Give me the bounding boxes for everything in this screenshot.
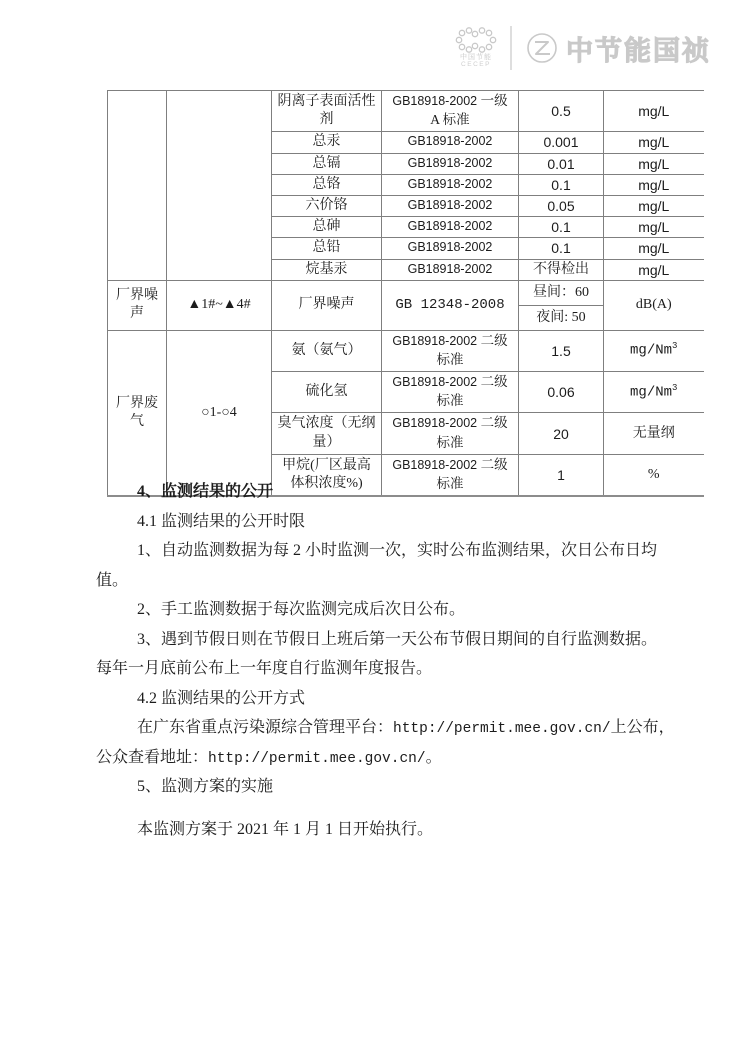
cell-standard xyxy=(382,195,519,216)
platform-text-post: 上公布， xyxy=(610,719,675,736)
standard-suffix: 二级标准 xyxy=(436,456,508,491)
cell-param: 总汞 xyxy=(272,132,382,153)
cell-param: 氨（氨气） xyxy=(272,330,382,371)
para-auto-monitoring-line2: 值。 xyxy=(96,571,129,589)
cell-standard xyxy=(382,132,519,153)
permit-url-link[interactable]: http://permit.mee.gov.cn/ xyxy=(393,721,611,737)
cell-category-gas: 厂界废气 xyxy=(108,330,167,496)
guozhen-logo xyxy=(524,29,711,68)
cell-unit: dB(A) xyxy=(604,280,704,330)
cell-param: 甲烷(厂区最高体积浓度%) xyxy=(272,454,382,496)
cell-limit: 0.1 xyxy=(519,217,604,238)
cell-unit: mg/L xyxy=(604,132,704,153)
cell-standard xyxy=(382,91,519,132)
section-42-title: 4.2 监测结果的公开方式 xyxy=(137,689,306,707)
standard-code: GB18918-2002 xyxy=(407,155,493,170)
cell-points-gas: ○1-○4 xyxy=(167,330,272,496)
unit-base: mg/Nm xyxy=(630,384,673,401)
platform-text-pre: 在广东省重点污染源综合管理平台： xyxy=(137,719,394,736)
cell-standard xyxy=(382,413,519,454)
section-5-heading: 5、监测方案的实施 xyxy=(137,778,274,795)
table-row-noise xyxy=(108,280,704,305)
cell-limit: 0.1 xyxy=(519,238,604,259)
standard-code: GB18918-2002 xyxy=(407,261,493,276)
cell-param: 厂界噪声 xyxy=(272,280,382,330)
section-4-heading: 4、监测结果的公开 xyxy=(137,483,274,500)
cell-unit: 无量纲 xyxy=(604,413,704,454)
standard-suffix: 一级 A 标准 xyxy=(430,93,508,128)
standard-suffix: 二级标准 xyxy=(436,332,508,367)
public-view-text-pre: 公众查看地址： xyxy=(96,748,209,766)
cell-standard xyxy=(382,238,519,259)
cell-unit: mg/L xyxy=(604,91,704,132)
cell-unit: mg/L xyxy=(604,174,704,195)
para-auto-monitoring-line1: 1、自动监测数据为每 2 小时监测一次，实时公布监测结果，次日公布日均 xyxy=(137,542,658,559)
standard-code: GB18918-2002 xyxy=(407,197,493,212)
logo-divider xyxy=(510,26,512,70)
cell-limit-day: 昼间：60 xyxy=(519,280,604,305)
cell-unit: mg/L xyxy=(604,217,704,238)
para-holiday-line2: 每年一月底前公布上一年度自行监测年度报告。 xyxy=(96,660,433,677)
cell-standard xyxy=(382,372,519,413)
guozhen-circle-z-icon xyxy=(524,30,560,66)
cell-limit: 1 xyxy=(519,454,604,496)
cell-standard: GB 12348-2008 xyxy=(382,280,519,330)
standard-code: GB18918-2002 xyxy=(392,457,478,472)
cell-limit: 不得检出 xyxy=(519,259,604,280)
cecep-logo-cn-text: 中国节能 xyxy=(460,54,492,62)
standard-code: GB18918-2002 xyxy=(407,134,493,149)
cell-limit-night: 夜间: 50 xyxy=(519,305,604,330)
cell-limit: 20 xyxy=(519,413,604,454)
header-logo-bar xyxy=(454,26,711,70)
cell-param: 六价铬 xyxy=(272,195,382,216)
table-row xyxy=(108,91,704,132)
standard-code: GB18918-2002 xyxy=(407,219,493,234)
cell-category-noise: 厂界噪声 xyxy=(108,280,167,330)
standard-code: GB18918-2002 xyxy=(407,176,493,191)
document-body xyxy=(96,477,675,844)
cell-param: 臭气浓度（无纲量） xyxy=(272,413,382,454)
cell-limit: 0.01 xyxy=(519,153,604,174)
standard-code: GB18918-2002 xyxy=(392,333,478,348)
para-platform-line1 xyxy=(96,713,675,743)
para-implementation-date: 本监测方案于 2021 年 1 月 1 日开始执行。 xyxy=(137,820,434,838)
cell-points-empty xyxy=(167,91,272,281)
cell-standard xyxy=(382,259,519,280)
cecep-logo xyxy=(454,27,498,69)
para-holiday-line1: 3、遇到节假日则在节假日上班后第一天公布节假日期间的自行监测数据。 xyxy=(137,630,658,648)
unit-superscript: 3 xyxy=(672,341,678,352)
cell-limit: 1.5 xyxy=(519,330,604,371)
cell-points-noise: ▲1#~▲4# xyxy=(167,280,272,330)
standard-code: GB18918-2002 xyxy=(407,240,493,255)
cell-unit: % xyxy=(604,454,704,496)
cell-param: 总砷 xyxy=(272,217,382,238)
unit-superscript: 3 xyxy=(672,382,678,393)
guozhen-logo-text: 中节能国祯 xyxy=(566,35,711,66)
standard-suffix: 二级标准 xyxy=(436,374,508,409)
cell-category-empty xyxy=(108,91,167,281)
cecep-logo-en-text: CECEP xyxy=(461,61,491,69)
cell-unit xyxy=(604,372,704,413)
standard-code: GB18918-2002 xyxy=(392,375,478,390)
cell-limit: 0.05 xyxy=(519,195,604,216)
cell-param: 总镉 xyxy=(272,153,382,174)
standard-code: GB18918-2002 xyxy=(392,416,478,431)
cell-limit: 0.1 xyxy=(519,174,604,195)
standard-suffix: 二级标准 xyxy=(436,415,508,450)
cell-unit xyxy=(604,330,704,371)
cecep-dots-logo-icon xyxy=(454,27,498,53)
standard-code: GB18918-2002 xyxy=(392,94,478,108)
cell-param: 阴离子表面活性剂 xyxy=(272,91,382,132)
public-view-text-post: 。 xyxy=(425,748,442,766)
cell-standard xyxy=(382,217,519,238)
cell-param: 总铅 xyxy=(272,238,382,259)
unit-base: mg/Nm xyxy=(630,343,673,360)
cell-param: 硫化氢 xyxy=(272,372,382,413)
cell-limit: 0.06 xyxy=(519,372,604,413)
para-manual-monitoring: 2、手工监测数据于每次监测完成后次日公布。 xyxy=(137,601,466,618)
cell-standard xyxy=(382,174,519,195)
cell-standard xyxy=(382,153,519,174)
para-platform-line2 xyxy=(96,743,668,773)
cell-limit: 0.001 xyxy=(519,132,604,153)
table-row-gas xyxy=(108,330,704,371)
cell-limit: 0.5 xyxy=(519,91,604,132)
monitoring-standards-table xyxy=(107,90,704,497)
section-41-title: 4.1 监测结果的公开时限 xyxy=(137,512,306,530)
permit-url-link[interactable]: http://permit.mee.gov.cn/ xyxy=(208,750,426,767)
cell-unit: mg/L xyxy=(604,153,704,174)
cell-unit: mg/L xyxy=(604,238,704,259)
cell-param: 总铬 xyxy=(272,174,382,195)
cell-unit: mg/L xyxy=(604,195,704,216)
cell-param: 烷基汞 xyxy=(272,259,382,280)
cell-unit: mg/L xyxy=(604,259,704,280)
cell-standard xyxy=(382,330,519,371)
